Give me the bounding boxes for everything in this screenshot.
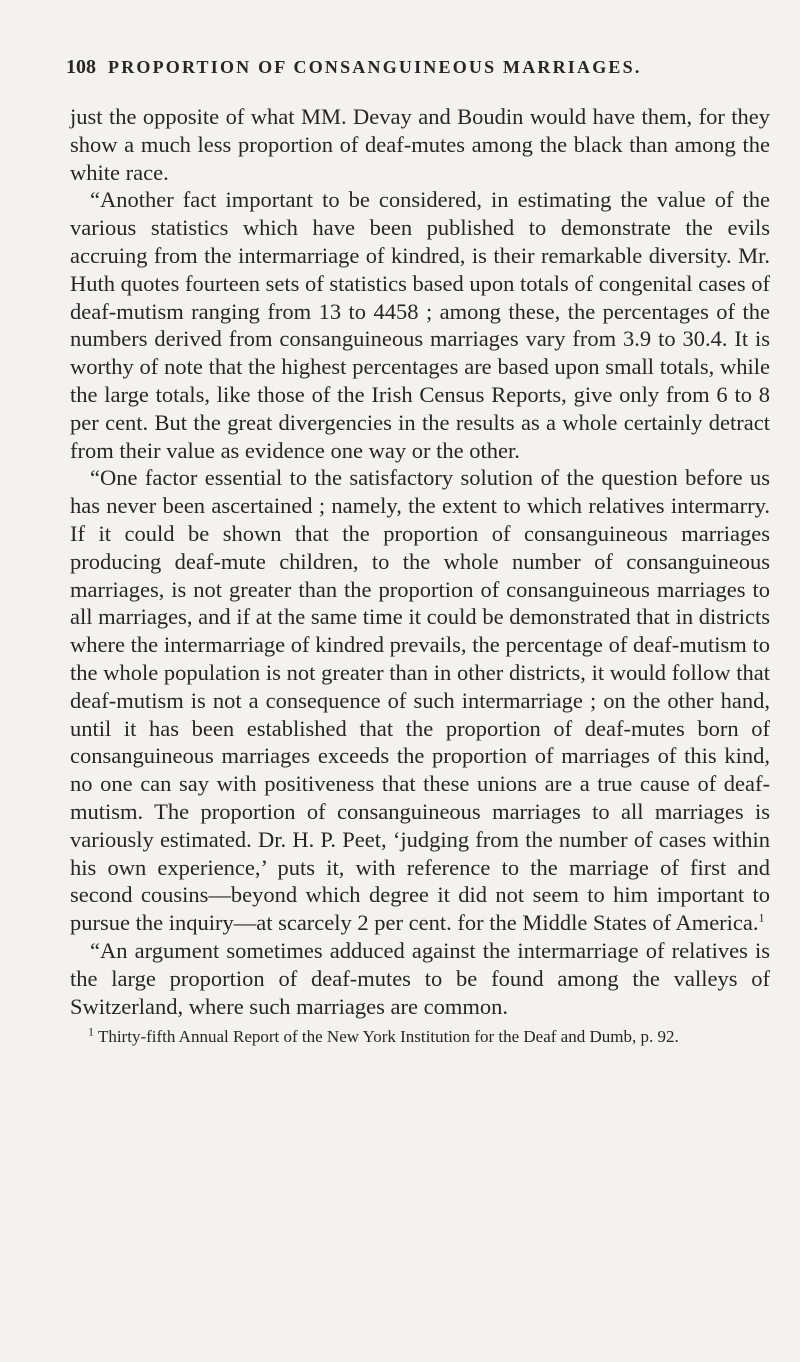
paragraph-1: just the opposite of what MM. Devay and Boudin would have them, for they show a much less proportion of deaf-mutes among the black than among the white race. bbox=[70, 104, 770, 185]
running-head bbox=[66, 56, 770, 79]
body-text bbox=[70, 103, 770, 1020]
paragraph-4: “An argument sometimes adduced against the intermarriage of relatives is the large proportion of deaf-mutes to be found among the valleys of Switzerland, where such marriages are common. bbox=[70, 937, 770, 1019]
book-page bbox=[66, 56, 770, 1047]
footnote bbox=[70, 1026, 770, 1047]
running-title: PROPORTION OF CONSANGUINEOUS MARRIAGES. bbox=[108, 57, 642, 77]
page-number: 108 bbox=[66, 56, 96, 78]
paragraph-2: “Another fact important to be considered, in estimating the value of the various statistics which have been published to demonstrate the evils accruing from the intermarriage of kindred, is their remarkable diversity. Mr. Huth quotes fourteen sets of statistics based upon totals of congenital cases of deaf-mutism ranging from 13 to 4458 ; among these, the percentages of the numbers derived from consanguineous marriages vary from 3.9 to 30.4. It is worthy of note that the highest percentages are based upon small totals, while the large totals, like those of the Irish Census Reports, give only from 6 to 8 per cent. But the great divergencies in the results as a whole certainly detract from their value as evidence one way or the other. bbox=[70, 187, 770, 463]
footnote-marker: 1 bbox=[88, 1024, 94, 1039]
footnote-text: Thirty-fifth Annual Report of the New York Institution for the Deaf and Dumb, p. 92. bbox=[97, 1027, 679, 1047]
footnote-reference: 1 bbox=[758, 910, 765, 925]
paragraph-3 bbox=[70, 464, 770, 937]
paragraph-3-text: “One factor essential to the satisfactory solution of the question before us has never been ascertained ; namely, the extent to which relatives intermarry. If it could be shown that the proportion of consanguineous marriages producing deaf-mute children, to the whole number of consanguineous marriages, is not greater than the proportion of consanguineous marriages to all marriages, and if at the same time it could be demonstrated that in districts where the intermarriage of kindred prevails, the percentage of deaf-mutism to the whole population is not greater than in other districts, it would follow that deaf-mutism is not a consequence of such intermarriage ; on the other hand, until it has been established that the proportion of deaf-mutes born of consanguineous marriages exceeds the proportion of marriages of this kind, no one can say with positiveness that these unions are a true cause of deaf-mutism. The proportion of consanguineous marriages to all marriages is variously estimated. Dr. H. P. Peet, ‘judging from the number of cases within his own experience,’ puts it, with reference to the marriage of first and second cousins—beyond which degree it did not seem to him important to pursue the inquiry—at scarcely 2 per cent. for the Middle States of America. bbox=[70, 465, 770, 936]
